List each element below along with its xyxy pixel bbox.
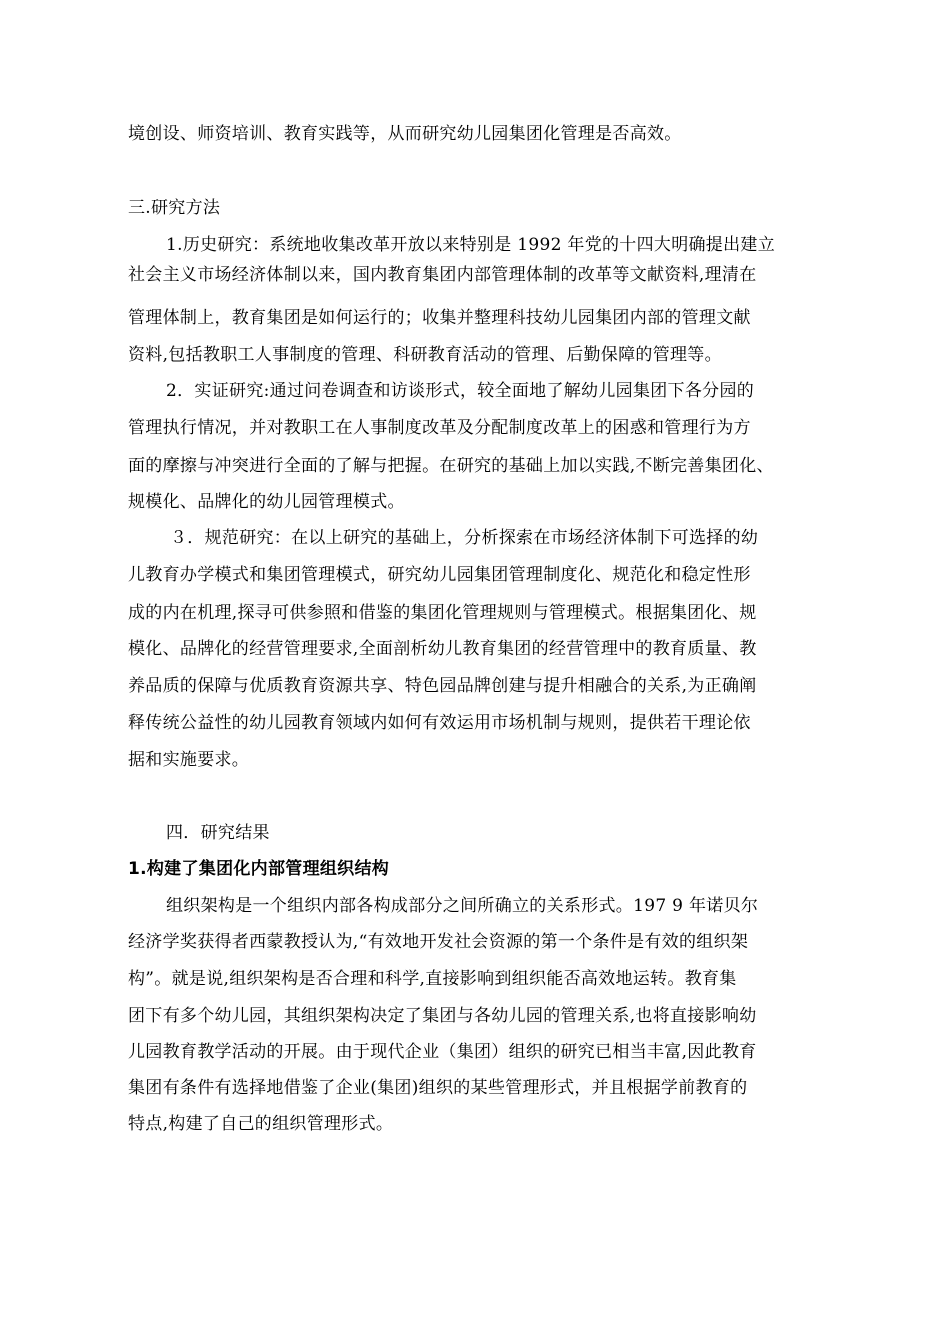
paragraph-line: 儿教育办学模式和集团管理模式，研究幼儿园集团管理制度化、规范化和稳定性形 bbox=[128, 565, 751, 585]
paragraph-line: 据和实施要求。 bbox=[128, 750, 250, 770]
paragraph-line: 管理执行情况，并对教职工在人事制度改革及分配制度改革上的困惑和管理行为方 bbox=[128, 418, 751, 438]
paragraph-line: 面的摩擦与冲突进行全面的了解与把握。在研究的基础上加以实践,不断完善集团化、 bbox=[128, 456, 774, 476]
paragraph-line: 资料,包括教职工人事制度的管理、科研教育活动的管理、后勤保障的管理等。 bbox=[128, 345, 722, 365]
paragraph-line: 构”。就是说,组织架构是否合理和科学,直接影响到组织能否高效地运转。教育集 bbox=[128, 969, 737, 989]
subsection-heading: 1.构建了集团化内部管理组织结构 bbox=[128, 859, 390, 879]
paragraph-line: 养品质的保障与优质教育资源共享、特色园品牌创建与提升相融合的关系,为正确阐 bbox=[128, 676, 757, 696]
paragraph-line: 1.历史研究：系统地收集改革开放以来特别是 1992 年党的十四大明确提出建立 bbox=[166, 235, 775, 255]
paragraph-line: 管理体制上，教育集团是如何运行的；收集并整理科技幼儿园集团内部的管理文献 bbox=[128, 308, 751, 328]
paragraph-line: 规模化、品牌化的幼儿园管理模式。 bbox=[128, 492, 405, 512]
paragraph-line: 2．实证研究:通过问卷调查和访谈形式，较全面地了解幼儿园集团下各分园的 bbox=[166, 381, 755, 401]
section-heading: 三.研究方法 bbox=[128, 198, 221, 218]
paragraph-line: 境创设、师资培训、教育实践等，从而研究幼儿园集团化管理是否高效。 bbox=[128, 124, 682, 144]
paragraph-line: ３．规范研究：在以上研究的基础上，分析探索在市场经济体制下可选择的幼 bbox=[170, 528, 759, 548]
paragraph-line: 模化、品牌化的经营管理要求,全面剖析幼儿教育集团的经营管理中的教育质量、教 bbox=[128, 639, 757, 659]
paragraph-line: 特点,构建了自己的组织管理形式。 bbox=[128, 1114, 394, 1134]
paragraph-line: 经济学奖获得者西蒙教授认为,“有效地开发社会资源的第一个条件是有效的组织架 bbox=[128, 932, 749, 952]
paragraph-line: 成的内在机理,探寻可供参照和借鉴的集团化管理规则与管理模式。根据集团化、规 bbox=[128, 603, 757, 623]
paragraph-line: 社会主义市场经济体制以来，国内教育集团内部管理体制的改革等文献资料,理清在 bbox=[128, 265, 757, 285]
section-heading: 四．研究结果 bbox=[166, 823, 270, 843]
paragraph-line: 儿园教育教学活动的开展。由于现代企业（集团）组织的研究已相当丰富,因此教育 bbox=[128, 1042, 757, 1062]
paragraph-line: 集团有条件有选择地借鉴了企业(集团)组织的某些管理形式，并且根据学前教育的 bbox=[128, 1078, 748, 1098]
paragraph-line: 组织架构是一个组织内部各构成部分之间所确立的关系形式。197 9 年诺贝尔 bbox=[166, 896, 759, 916]
paragraph-line: 团下有多个幼儿园，其组织架构决定了集团与各幼儿园的管理关系,也将直接影响幼 bbox=[128, 1006, 757, 1026]
paragraph-line: 释传统公益性的幼儿园教育领域内如何有效运用市场机制与规则，提供若干理论依 bbox=[128, 713, 751, 733]
